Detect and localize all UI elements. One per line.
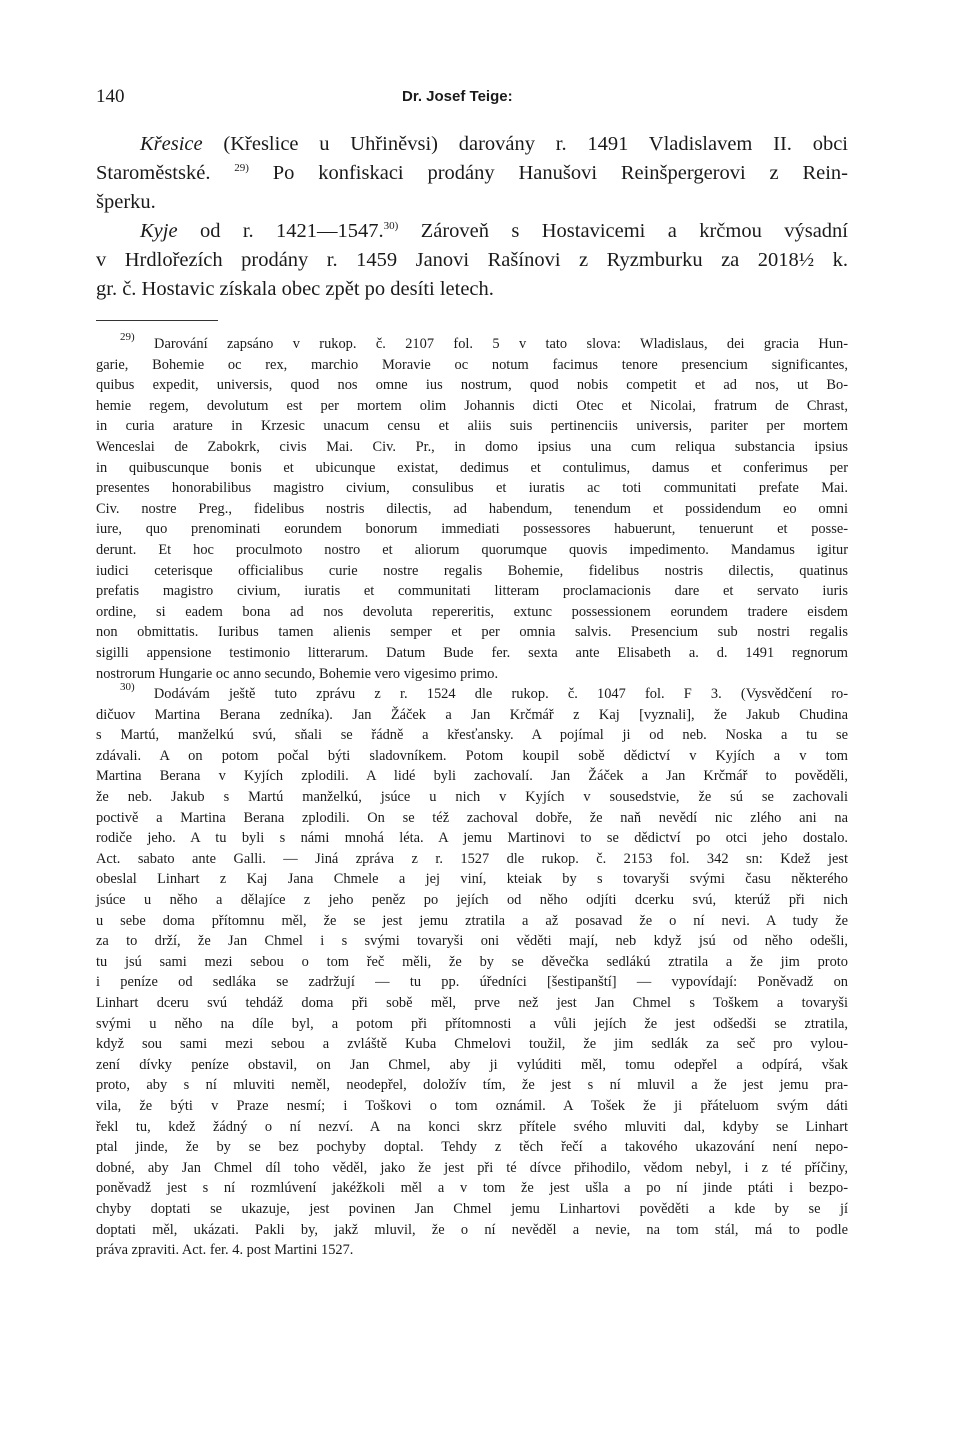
footnote-line: řekl tu, kdež žádný o ní nezví. A na konci skrz přítele svého mluviti dal, kdyby se Linhart bbox=[96, 1118, 848, 1135]
text-line: gr. č. Hostavic získala obec zpět po desíti letech. bbox=[96, 278, 494, 300]
footnote-line: Wenceslai de Zabokrk, civis Mai. Civ. Pr., in domo ipsius una cum reliqua substancia ipsius bbox=[96, 438, 848, 455]
footnote-ref: 30) bbox=[383, 220, 399, 232]
footnote-line: i peníze od sedláka se zadržují — tu pp. úředníci [šestipanští] — vypovídají: Poněvadž on bbox=[96, 974, 848, 991]
footnote-line: proto, aby s ní mluviti neměl, neodepřel, doložív tím, že jest s ní mluvil a že jest jemu pra- bbox=[96, 1077, 848, 1094]
footnote-line: za to drží, že Jan Chmel i s svými tovaryši oni věděti mají, neb když jsú od něho odešli, bbox=[96, 933, 848, 950]
footnote-line: dičuov Martina Berana zedníka). Jan Žáček a Jan Krčmář z Kaj [vyznali], že Jakub Chudina bbox=[96, 706, 848, 723]
footnote-line: zdávali. A on potom počal býti sladovníkem. Potom koupil sobě dědictví v Kyjích a v tom bbox=[96, 747, 848, 764]
footnote-line: ptal jinde, že by se bez pochyby doptal. Tehdy z těch řečí a takového ukazování není nepo- bbox=[96, 1139, 848, 1156]
footnote-ref: 29) bbox=[234, 162, 249, 174]
text-line: v Hrdlořezích prodány r. 1459 Janovi Rašínovi z Ryzmburku za 2018½ k. bbox=[96, 249, 848, 271]
running-head: Dr. Josef Teige: bbox=[402, 88, 513, 105]
footnote-line: doptati měl, ukázati. Pakli by, jakž mluvil, že o ní nevěděl a nevie, na tom stál, má to podle bbox=[96, 1221, 848, 1238]
footnote-line: hemie regem, devolutum est per mortem olim Johannis dicti Otec et Nicolai, fratrum de Chrast, bbox=[96, 397, 848, 414]
text-line: Staroměstské. $^{29)}$ Po konfiskaci prodány Hanušovi Reinšpergerovi z Rein- bbox=[96, 162, 848, 184]
footnote-line: $^{30)}$ Dodávám ještě tuto zprávu z r. 1524 dle rukop. č. 1047 fol. F 3. (Vysvědčení ro- bbox=[120, 681, 848, 703]
footnote-line: nostrorum Hungarie oc anno secundo, Bohemie vero vigesimo primo. bbox=[96, 665, 499, 682]
footnote-line: sigilli appensione testimonio litterarum. Datum Bude fer. sexta ante Elisabeth a. d. 1491 regnorum bbox=[96, 644, 848, 661]
footnote-line: chyby doptati se ukazuje, jest povinen Jan Chmel jemu Linhartovi pověděti a kde by se jí bbox=[96, 1200, 848, 1217]
footnote-line: presentes honorabilibus magistro civium, consulibus et iuratis ac toti communitati prefate Mai. bbox=[96, 480, 848, 497]
footnote-line: ordine, si eadem bona ad nos devoluta repereritis, extunc possessionem eorundem tradere eisdem bbox=[96, 603, 848, 620]
text-line: Kyje od r. 1421—1547.$^{30)}$ Zároveň s Hostavicemi a krčmou výsadní bbox=[140, 220, 848, 242]
footnote-line: non obmittatis. Iuribus tamen alienis semper et per omnia salvis. Presencium sub nostri regalis bbox=[96, 624, 848, 641]
footnote-line: tu jsú sami mezi sebou o tom řeč měli, že by se děvečka sedlákú ztratila a že jim proto bbox=[96, 953, 848, 970]
footnote-line: prefatis magistro civium, iuratis et communitati litteram proclamacionis dare et servato iuris bbox=[96, 583, 848, 600]
place-name: Kyje bbox=[140, 220, 178, 242]
footnote-line: svými u něho na díle byl, a potom při přítomnosti a vůli jejích že jest odšedši se ztratila, bbox=[96, 1015, 848, 1032]
footnote-line: obeslal Linhart z Kaj Jana Chmele a jej viní, kteiak by s tovaryši svými času některého bbox=[96, 871, 848, 888]
page-header bbox=[96, 86, 840, 114]
footnote-label: 29) bbox=[120, 331, 135, 343]
footnote-line: iure, quo prenominati eorundem bonorum immediati possessores habuerunt, tenuerunt et posse- bbox=[96, 521, 848, 538]
footnote-line: jsúce u něho a dělajíce z jeho peněz po jejích od něho odjíti dcerku svú, kterúž při nich bbox=[96, 892, 848, 909]
footnote-line: vila, že býti v Praze nesmí; i Toškovi o tom oznámil. A Tošek že ji přáteluom svým dáti bbox=[96, 1097, 848, 1114]
footnote-line: quibus expedit, universis, quod nos omne ius nostrum, quod nobis competit et ad nos, ut Bo- bbox=[96, 377, 848, 394]
footnote-line: in curia arature in Krzesic unacum censu et aliis suis pertinenciis universis, pariter per mortem bbox=[96, 418, 848, 435]
footnote-line: zení dívky peníze obstavil, on Jan Chmel, aby ji vylúditi měl, tomu odepřel a odpírá, však bbox=[96, 1056, 848, 1073]
footnote-line: že neb. Jakub s Martú manželkú, jsúce u nich v Kyjích v sousedstvie, že sú se zachovali bbox=[96, 789, 848, 806]
footnote-line: rodiče jeho. A tu byli s námi mnohá léta. A jemu Martinovi to se dědictví po otci jeho dostalo. bbox=[96, 830, 848, 847]
footnote-line: s Martú, manželkú svú, sňali se řádně a křesťansky. A pojímal ji od neb. Noska a tu se bbox=[96, 727, 848, 744]
place-name: Křesice bbox=[140, 133, 203, 155]
footnote-29 bbox=[96, 331, 848, 684]
footnote-line: garie, Bohemie oc rex, marchio Moravie oc notum facimus tenore presencium significantes, bbox=[96, 356, 848, 373]
text-line: šperku. bbox=[96, 191, 156, 213]
footnote-line: Linhart dceru svú tehdáž doma při sobě měl, prve než jest Jan Chmel s Toškem a tovaryši bbox=[96, 995, 848, 1011]
footnote-line: dobné, aby Jan Chmel díl toho věděl, jako že jest při té dívce přihodilo, vědom nebyl, i z té příčiny, bbox=[96, 1159, 848, 1176]
footnote-line: Civ. nostre Preg., fidelibus nostris dilectis, ad habendum, tenendum et possidendum eo omni bbox=[96, 500, 848, 517]
footnote-line: práva zpraviti. Act. fer. 4. post Martini 1527. bbox=[96, 1242, 354, 1259]
footnote-line: in quibuscunque bonis et ubicunque existat, dedimus et contulimus, damus et conferimus per bbox=[96, 459, 848, 476]
footnote-line: u sebe doma přítomnu měl, že se jest jemu ztratila a až posavad že o ní nevi. A tudy že bbox=[96, 912, 848, 929]
footnote-line: $^{29)}$ Darování zapsáno v rukop. č. 2107 fol. 5 v tato slova: Wladislaus, dei gracia Hun- bbox=[120, 331, 848, 352]
footnote-line: derunt. Et hoc proculmoto nostro et aliorum quorumque quovis impedimento. Mandamus igitur bbox=[96, 541, 848, 558]
page-number: 140 bbox=[96, 86, 125, 107]
footnote-line: když sou sami mezi sebou a zvláště Kuba Chmelovi toužil, že jim sedlák za seč pro vylou- bbox=[96, 1036, 848, 1053]
footnote-line: poctivě a Martina Berana zplodili. On se též zachoval dobře, že naň nevědí nic zlého ani na bbox=[96, 809, 848, 826]
footnote-line: iudici ceterisque officialibus curie nostre regalis Bohemie, fidelibus nostris dilectis, quatinus bbox=[96, 562, 848, 579]
footnote-label: 30) bbox=[120, 681, 135, 694]
paragraph-kyje bbox=[96, 217, 848, 304]
text-line: Křesice (Křeslice u Uhřiněvsi) darovány r. 1491 Vladislavem II. obci bbox=[140, 133, 848, 155]
footnote-line: Martina Berana v Kyjích zplodili. A lidé byli zachovalí. Jan Žáček a Jan Krčmář to pověděli, bbox=[96, 768, 848, 785]
paragraph-kresice bbox=[96, 130, 848, 217]
footnote-line: poněvadž jest s ní rozmlúvení jakéžkoli měl a v tom že jest ušla a po ní jinde ptáti i bezpo- bbox=[96, 1180, 848, 1197]
footnote-line: Act. sabato ante Galli. — Jiná zpráva z r. 1527 dle rukop. č. 2153 fol. 342 sn: Kdež jest bbox=[96, 850, 848, 867]
footnote-30 bbox=[96, 681, 848, 1261]
main-text bbox=[96, 130, 848, 304]
footnotes bbox=[96, 331, 848, 1261]
footnote-separator bbox=[96, 320, 218, 321]
